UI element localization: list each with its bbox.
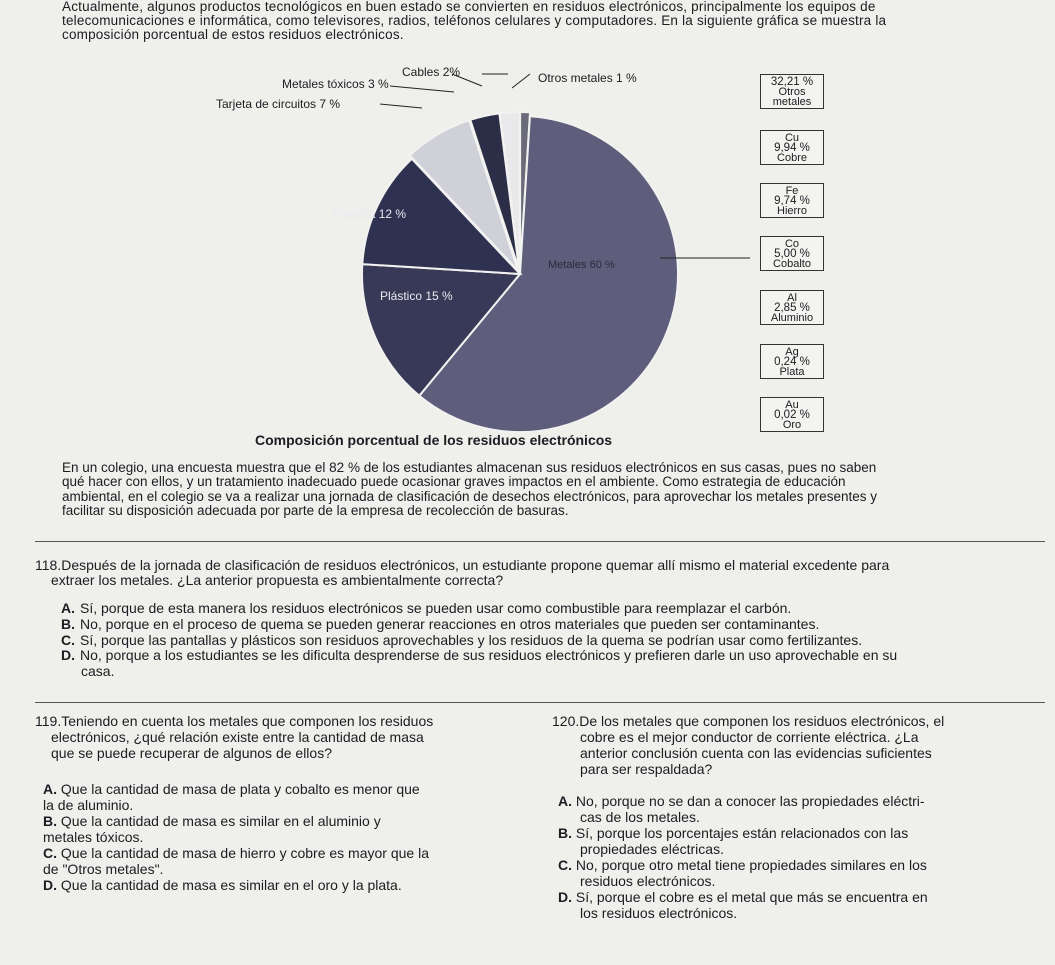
- question-stem: cobre es el mejor conductor de corriente eléctrica. ¿La: [580, 729, 919, 745]
- context-paragraph: [62, 461, 1047, 519]
- question-stem: que se puede recuperar de algunos de ellos?: [51, 745, 332, 761]
- label-cables: Cables 2%: [402, 65, 461, 79]
- option-letter: D.: [43, 877, 57, 893]
- metal-percent: 2,85 %: [774, 302, 810, 314]
- option-c-continued: residuos electrónicos.: [580, 873, 716, 889]
- question-stem: 118.Después de la jornada de clasificación de residuos electrónicos, un estudiante propone quemar allí mismo el material excedente para: [35, 557, 890, 573]
- pie-chart: [190, 58, 750, 438]
- option-letter: A.: [43, 781, 57, 797]
- label-pantalla: Pantalla 12 %: [332, 207, 407, 221]
- context-line: facilitar su disposición adecuada por parte de la empresa de recolección de basuras.: [62, 503, 569, 519]
- metal-name: Cobalto: [773, 258, 811, 270]
- option-a[interactable]: [43, 781, 535, 797]
- metal-name: Cobre: [777, 152, 807, 164]
- intro-paragraph: [62, 0, 1047, 42]
- chart-title: Composición porcentual de los residuos electrónicos: [255, 432, 613, 448]
- option-c[interactable]: [61, 633, 1045, 649]
- option-letter: A.: [61, 600, 75, 616]
- option-letter: A.: [558, 793, 572, 809]
- metal-box-aluminio: [760, 290, 824, 325]
- option-b-continued: metales tóxicos.: [43, 829, 144, 845]
- metal-symbol: Co: [784, 238, 800, 250]
- metal-name: Plata: [779, 366, 805, 378]
- label-otros-metales: Otros metales 1 %: [538, 71, 637, 85]
- option-a-continued: la de aluminio.: [43, 797, 134, 813]
- question-stem: anterior conclusión cuenta con las evidencias suficientes: [580, 745, 932, 761]
- option-letter: B.: [61, 615, 75, 632]
- label-tarjeta: Tarjeta de circuitos 7 %: [216, 97, 341, 111]
- metal-box-cobre: [760, 130, 824, 165]
- option-b[interactable]: [61, 617, 1045, 633]
- option-text: Sí, porque el cobre es el metal que más se encuentra en: [575, 889, 928, 905]
- metal-box-otros: [760, 74, 824, 109]
- option-text: Sí, porque las pantallas y plásticos son residuos aprovechables y los residuos de la quema se podrían usar como fertilizantes.: [80, 631, 863, 648]
- metal-box-oro: [760, 397, 824, 432]
- metal-symbol: Au: [785, 399, 799, 411]
- option-letter: D.: [61, 647, 75, 664]
- option-text: Que la cantidad de masa de hierro y cobre es mayor que la: [60, 845, 429, 861]
- divider: [35, 702, 1045, 703]
- option-c[interactable]: [558, 857, 1047, 873]
- metal-percent: 5,00 %: [774, 248, 810, 260]
- option-text: No, porque a los estudiantes se les dificulta desprenderse de sus residuos electrónicos y prefieren darle un uso aprovechable en su: [80, 647, 898, 664]
- question-stem: 120.De los metales que componen los residuos electrónicos, el: [552, 713, 945, 729]
- metal-name: Oro: [782, 419, 802, 431]
- option-text: casa.: [81, 663, 115, 680]
- option-a-continued: cas de los metales.: [580, 809, 700, 825]
- option-letter: D.: [558, 889, 572, 905]
- metal-symbol: Fe: [785, 185, 799, 197]
- leader-line-otros-metales: [512, 74, 530, 88]
- option-c-continued: de "Otros metales".: [43, 861, 164, 877]
- option-text: Que la cantidad de masa de plata y cobalto es menor que: [60, 781, 420, 797]
- metal-name: Otros metales: [772, 86, 812, 108]
- option-text: No, porque otro metal tiene propiedades similares en los: [575, 857, 927, 873]
- option-a[interactable]: [558, 793, 1047, 809]
- divider: [35, 541, 1045, 542]
- question-118: [35, 558, 1045, 680]
- label-metales: Metales 60 %: [548, 259, 615, 271]
- intro-line: telecomunicaciones e informática, como televisores, radios, teléfonos celulares y computadores. En la siguiente gráfica se muestra la: [62, 13, 887, 28]
- question-stem: extraer los metales. ¿La anterior propuesta es ambientalmente correcta?: [51, 572, 504, 588]
- label-metales-toxicos: Metales tóxicos 3 %: [282, 77, 389, 91]
- question-stem: para ser respaldada?: [580, 761, 713, 777]
- metal-percent: 32,21 %: [770, 76, 814, 88]
- option-letter: C.: [61, 631, 75, 648]
- option-b[interactable]: [43, 813, 535, 829]
- intro-line: composición porcentual de estos residuos electrónicos.: [62, 27, 404, 42]
- metal-name: Hierro: [777, 205, 807, 217]
- option-letter: C.: [558, 857, 572, 873]
- option-c[interactable]: [43, 845, 535, 861]
- option-d-continued: [61, 664, 1045, 680]
- option-a[interactable]: [61, 601, 1045, 617]
- metal-name: Aluminio: [770, 312, 814, 324]
- option-text: Que la cantidad de masa es similar en el aluminio y: [60, 813, 381, 829]
- option-d[interactable]: [558, 889, 1047, 905]
- option-text: Que la cantidad de masa es similar en el oro y la plata.: [60, 877, 402, 893]
- intro-line: Actualmente, algunos productos tecnológicos en buen estado se convierten en residuos electrónicos, principalmente los equipos de: [62, 0, 876, 14]
- metal-symbol: Ag: [785, 346, 799, 358]
- leader-line-metales-toxicos: [390, 86, 454, 92]
- metal-box-plata: [760, 344, 824, 379]
- question-120: [552, 713, 1047, 921]
- context-line: En un colegio, una encuesta muestra que el 82 % de los estudiantes almacenan sus residuos electrónicos en sus casas, pues no saben: [62, 460, 877, 475]
- metal-percent: 9,94 %: [774, 142, 810, 154]
- metal-percent: 9,74 %: [774, 195, 810, 207]
- metal-symbol: Cu: [784, 132, 800, 144]
- question-119: [35, 713, 535, 893]
- metal-percent: 0,02 %: [774, 409, 810, 421]
- option-d-continued: los residuos electrónicos.: [580, 905, 738, 921]
- metal-box-hierro: [760, 183, 824, 218]
- context-line: qué hacer con ellos, y un tratamiento inadecuado puede ocasionar graves impactos en el ambiente. Como estrategia de educación: [62, 474, 846, 490]
- option-letter: B.: [558, 825, 572, 841]
- question-stem: 119.Teniendo en cuenta los metales que componen los residuos: [35, 713, 434, 729]
- option-d[interactable]: [43, 877, 535, 893]
- option-text: Sí, porque de esta manera los residuos electrónicos se pueden usar como combustible para reemplazar el carbón.: [80, 600, 792, 616]
- context-line: ambiental, en el colegio se va a realizar una jornada de clasificación de desechos electrónicos, para aprovechar los metales presentes y: [62, 488, 877, 504]
- metal-symbol: Al: [787, 292, 797, 304]
- option-text: No, porque no se dan a conocer las propiedades eléctri-: [575, 793, 925, 809]
- label-plastico: Plástico 15 %: [380, 289, 453, 303]
- metal-box-cobalto: [760, 236, 824, 271]
- option-letter: B.: [43, 813, 57, 829]
- option-text: No, porque en el proceso de quema se pueden generar reacciones en otros materiales que pueden ser contaminantes.: [80, 615, 820, 632]
- option-b[interactable]: [558, 825, 1047, 841]
- option-text: Sí, porque los porcentajes están relacionados con las: [575, 825, 909, 841]
- leader-line-tarjeta: [380, 104, 422, 108]
- option-b-continued: propiedades eléctricas.: [580, 841, 724, 857]
- question-stem: electrónicos, ¿qué relación existe entre la cantidad de masa: [51, 729, 424, 745]
- metal-percent: 0,24 %: [774, 356, 810, 368]
- option-letter: C.: [43, 845, 57, 861]
- option-d[interactable]: [61, 648, 1045, 664]
